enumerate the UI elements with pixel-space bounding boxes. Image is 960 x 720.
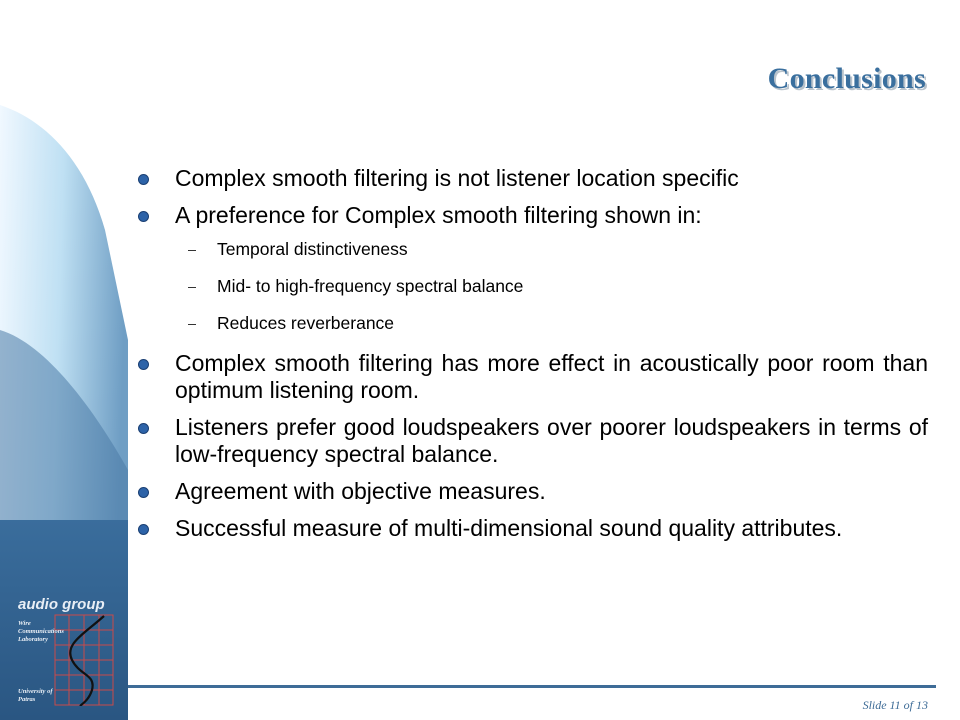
sub-bullet-text: Mid- to high-frequency spectral balance — [217, 276, 524, 296]
slide-number: Slide 11 of 13 — [862, 698, 928, 712]
dash-icon — [188, 287, 196, 288]
bullet-item — [138, 165, 928, 192]
sidebar-decoration — [0, 0, 130, 720]
sub-bullet-text: Temporal distinctiveness — [217, 239, 408, 259]
bullet-text: Successful measure of multi-dimensional sound quality attributes. — [175, 515, 843, 541]
bullet-text: A preference for Complex smooth filtering shown in: — [175, 202, 702, 228]
sub-bullet-text: Reduces reverberance — [217, 313, 395, 333]
bullet-dot-icon — [138, 359, 149, 370]
bullet-dot-icon — [138, 524, 149, 535]
bullet-item — [138, 515, 928, 542]
dash-icon — [188, 250, 196, 251]
bullet-item — [138, 478, 928, 505]
dash-icon — [188, 324, 196, 325]
logo-name: audio group — [18, 596, 105, 613]
bullet-text: Agreement with objective measures. — [175, 478, 546, 504]
bullet-dot-icon — [138, 174, 149, 185]
bullet-item — [138, 350, 928, 404]
logo-university: University of Patras — [18, 688, 53, 703]
bullet-dot-icon — [138, 487, 149, 498]
bullet-text: Complex smooth filtering has more effect in acoustically poor room than optimum listening room. — [175, 350, 928, 403]
sub-bullet-item — [138, 239, 928, 259]
bullet-item — [138, 202, 928, 229]
bullet-item — [138, 414, 928, 468]
logo-lab: Wire Communications Laboratory — [18, 620, 64, 643]
slide-title: Conclusions — [767, 62, 926, 95]
bullet-list — [138, 165, 928, 552]
bullet-text: Listeners prefer good loudspeakers over poorer loudspeakers in terms of low-frequency spectral balance. — [175, 414, 928, 467]
footer-divider — [128, 685, 936, 688]
audio-group-logo — [8, 596, 126, 708]
bullet-dot-icon — [138, 211, 149, 222]
sub-bullet-item — [138, 276, 928, 296]
bullet-dot-icon — [138, 423, 149, 434]
sub-bullet-item — [138, 313, 928, 333]
bullet-text: Complex smooth filtering is not listener location specific — [175, 165, 739, 191]
